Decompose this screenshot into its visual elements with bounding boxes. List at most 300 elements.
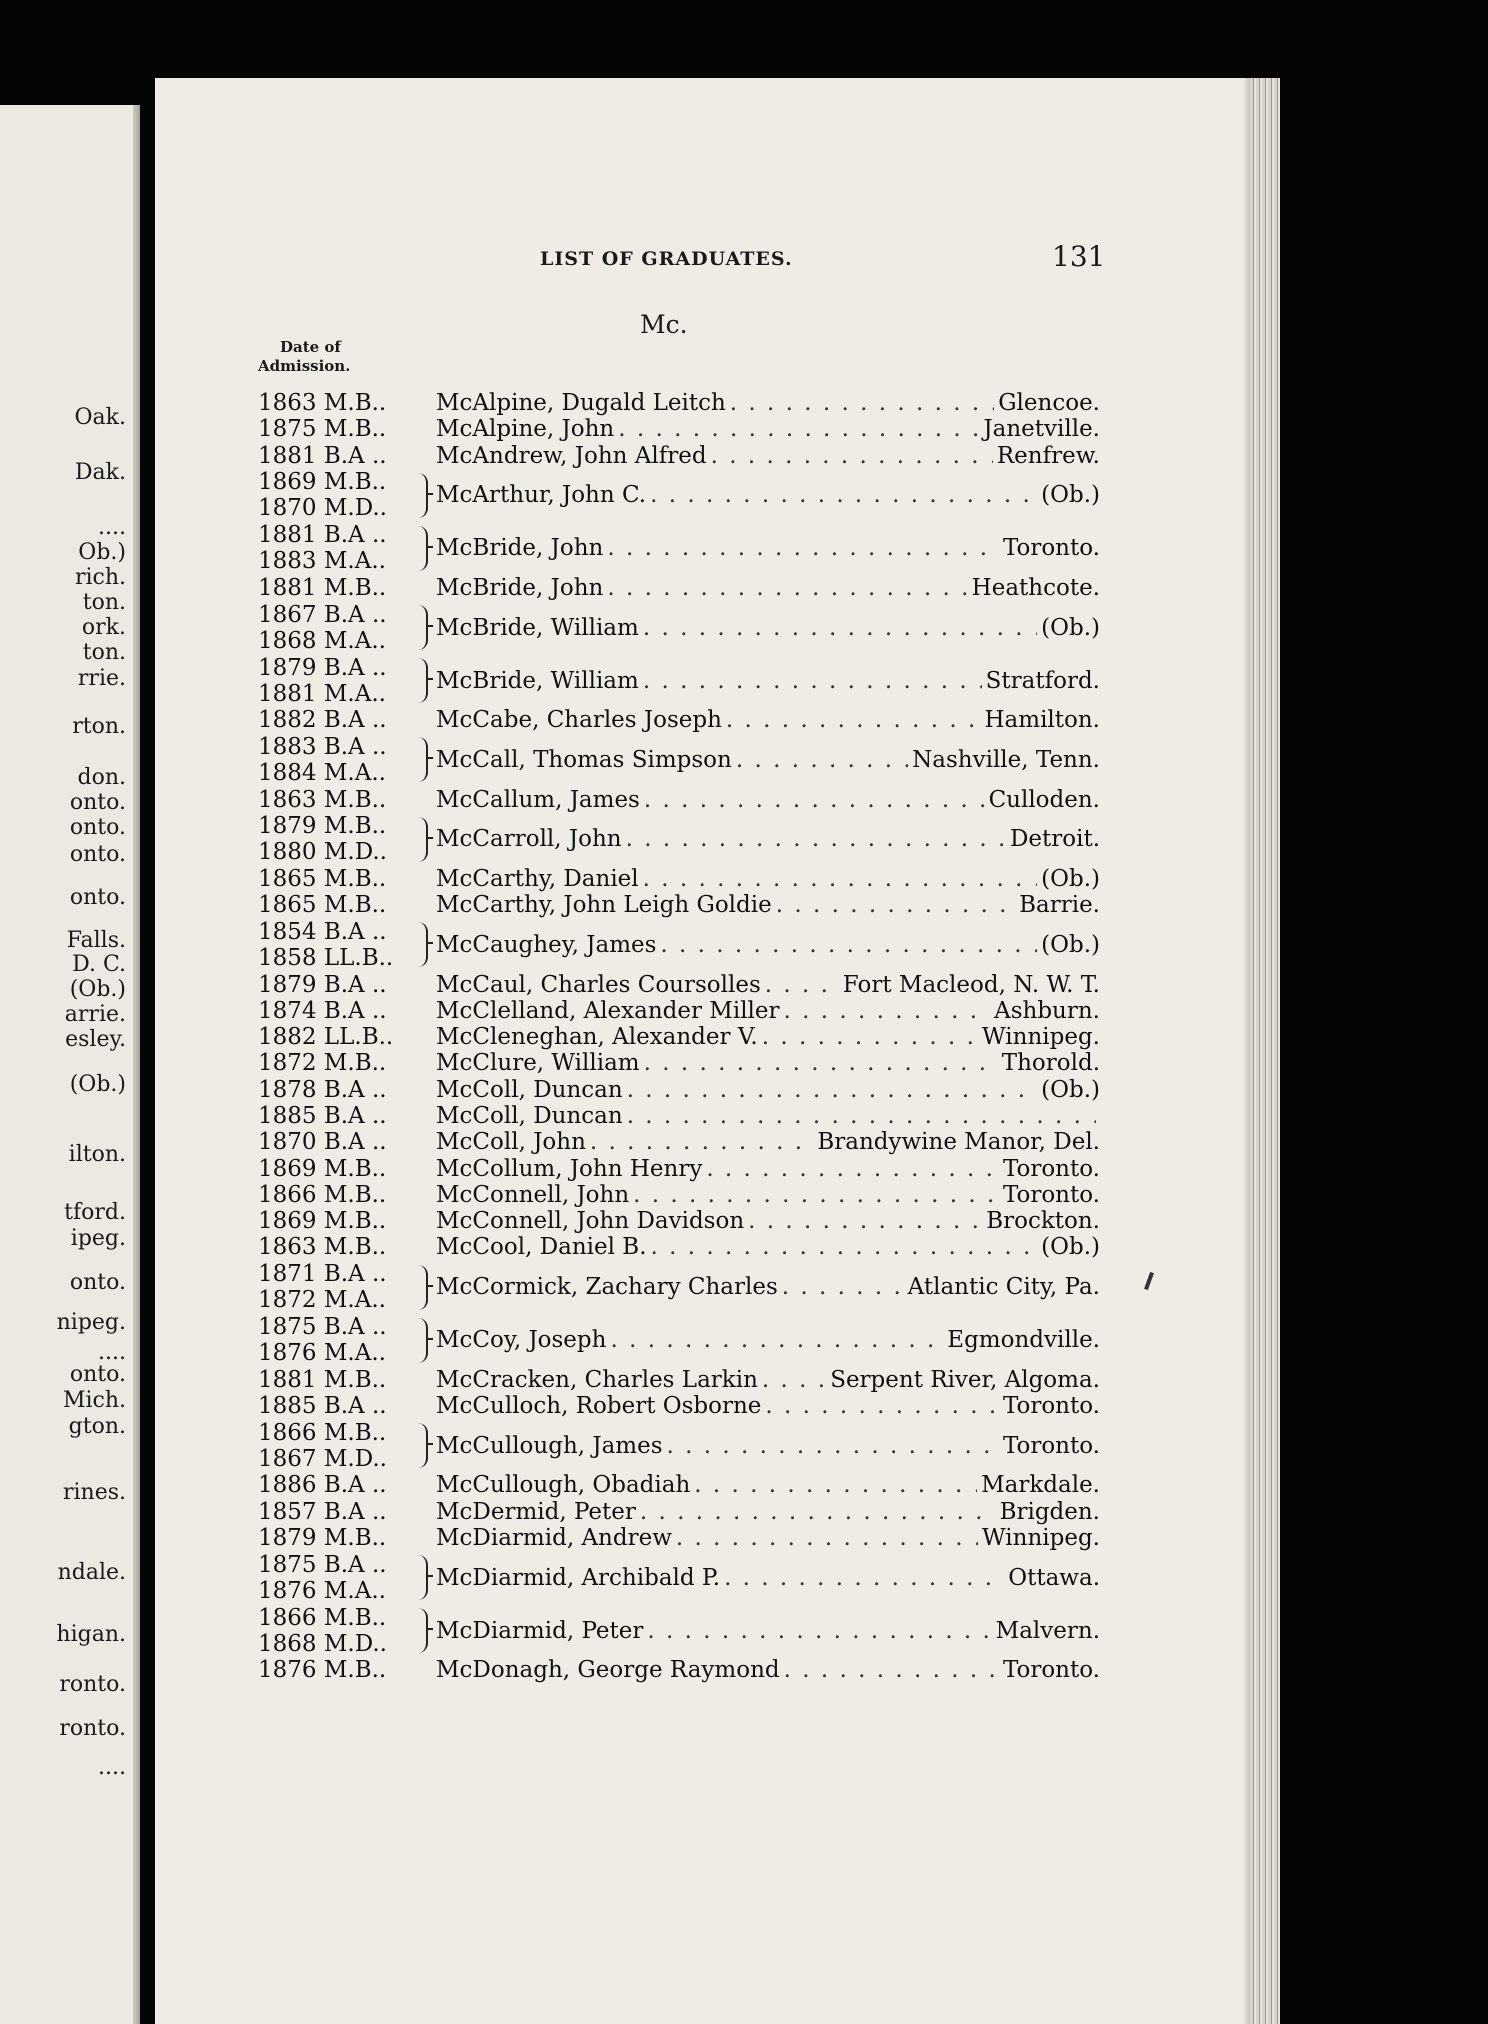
facing-page-line: ork. (81, 615, 126, 640)
admission-date: 1881 M.A.. (258, 680, 386, 707)
graduate-name: McConnell, John (436, 1181, 630, 1208)
graduate-name: McCullough, James (436, 1432, 663, 1459)
page-number: 131 (1052, 240, 1106, 273)
graduate-entry (258, 1499, 1100, 1525)
brace-mark (418, 1608, 428, 1653)
name-and-residence (436, 1103, 1100, 1129)
graduate-name: McCaul, Charles Coursolles (436, 971, 761, 998)
graduate-name: McColl, Duncan (436, 1076, 623, 1103)
leader-dots (618, 416, 979, 442)
admission-dates (258, 469, 428, 521)
residence: Winnipeg. (982, 1524, 1100, 1551)
admission-dates (258, 892, 428, 918)
residence: Brandywine Manor, Del. (817, 1129, 1100, 1156)
admission-date: 1883 B.A .. (258, 733, 387, 760)
residence: Toronto. (1002, 1432, 1100, 1459)
facing-page-line: esley. (65, 1027, 126, 1052)
residence: Barrie. (1019, 892, 1100, 919)
residence: (Ob.) (1041, 865, 1100, 892)
leader-dots (762, 1024, 978, 1050)
residence: (Ob.) (1041, 1076, 1100, 1103)
admission-date: 1857 B.A .. (258, 1498, 387, 1525)
admission-dates (258, 1129, 428, 1155)
facing-page-line: Ob.) (78, 540, 126, 565)
admission-date: 1886 B.A .. (258, 1472, 387, 1499)
leader-dots (784, 1657, 999, 1683)
leader-dots (650, 482, 1037, 508)
admission-dates (258, 1657, 428, 1683)
residence: Egmondville. (947, 1327, 1100, 1354)
section-heading: Mc. (640, 310, 688, 339)
graduate-name: McBride, William (436, 667, 639, 694)
admission-date: 1885 B.A .. (258, 1393, 387, 1420)
graduate-name: McCall, Thomas Simpson (436, 746, 732, 773)
admission-date: 1882 LL.B.. (258, 1024, 394, 1051)
name-and-residence (436, 1274, 1100, 1300)
graduate-entry (258, 575, 1100, 601)
graduate-name: McColl, Duncan (436, 1103, 623, 1129)
name-and-residence (436, 1525, 1100, 1551)
facing-page-line: ilton. (68, 1142, 126, 1167)
residence: Malvern. (995, 1617, 1100, 1644)
leader-dots (776, 892, 1015, 918)
facing-page-line: Oak. (74, 405, 126, 430)
brace-mark (418, 1423, 428, 1468)
name-and-residence (436, 892, 1100, 918)
facing-page-line: don. (77, 765, 126, 790)
admission-date: 1868 M.A.. (258, 627, 386, 654)
facing-page-line: Dak. (74, 460, 126, 485)
graduate-name: McBride, John (436, 535, 604, 562)
admission-date: 1863 M.B.. (258, 1234, 387, 1261)
name-and-residence (436, 998, 1100, 1024)
facing-page-line: ndale. (57, 1560, 126, 1585)
graduate-name: McCormick, Zachary Charles (436, 1274, 778, 1301)
leader-dots (644, 1050, 998, 1076)
name-and-residence (436, 1565, 1100, 1591)
brace-mark (418, 737, 428, 782)
leader-dots (784, 998, 991, 1024)
admission-date: 1875 B.A .. (258, 1314, 387, 1341)
name-and-residence (436, 535, 1100, 561)
name-and-residence (436, 1182, 1100, 1208)
admission-dates (258, 1420, 428, 1472)
facing-page-line: higan. (56, 1622, 126, 1647)
residence: Toronto. (1002, 1155, 1100, 1182)
name-and-residence (436, 1367, 1100, 1393)
admission-date: 1869 M.B.. (258, 1155, 387, 1182)
graduate-name: McCool, Daniel B. (436, 1234, 647, 1261)
name-and-residence (436, 1657, 1100, 1683)
admission-dates (258, 707, 428, 733)
residence: Toronto. (1002, 1657, 1100, 1684)
name-and-residence (436, 1208, 1100, 1234)
admission-dates (258, 522, 428, 574)
graduate-entry (258, 469, 1100, 522)
admission-date: 1881 B.A .. (258, 522, 387, 549)
graduate-name: McCarroll, John (436, 826, 622, 853)
admission-date: 1866 M.B.. (258, 1604, 387, 1631)
graduate-entry (258, 1604, 1100, 1657)
admission-dates (258, 919, 428, 971)
name-and-residence (436, 668, 1100, 694)
leader-dots (651, 1234, 1038, 1260)
facing-page-line: (Ob.) (69, 977, 126, 1002)
admission-date: 1870 M.D.. (258, 495, 387, 522)
graduate-name: McCabe, Charles Joseph (436, 707, 722, 734)
admission-date: 1854 B.A .. (258, 918, 387, 945)
admission-date: 1867 M.D.. (258, 1445, 387, 1472)
brace-mark (418, 922, 428, 967)
admission-date: 1879 M.B.. (258, 1524, 387, 1551)
residence: Markdale. (981, 1472, 1100, 1499)
residence: Winnipeg. (982, 1024, 1100, 1051)
admission-dates (258, 1050, 428, 1076)
facing-page-edge (133, 105, 140, 2024)
name-and-residence (436, 1050, 1100, 1076)
facing-page-line: ronto. (59, 1672, 126, 1697)
admission-date: 1866 M.B.. (258, 1419, 387, 1446)
brace-mark (418, 605, 428, 650)
residence: Detroit. (1009, 826, 1100, 853)
admission-date: 1879 M.B.. (258, 813, 387, 840)
admission-date: 1882 B.A .. (258, 707, 387, 734)
leader-dots (640, 1499, 996, 1525)
admission-dates (258, 390, 428, 416)
residence: (Ob.) (1041, 931, 1100, 958)
admission-dates (258, 416, 428, 442)
graduate-entry (258, 707, 1100, 733)
graduate-name: McDermid, Peter (436, 1498, 636, 1525)
admission-dates (258, 1234, 428, 1260)
admission-dates (258, 1077, 428, 1103)
admission-dates (258, 575, 428, 601)
admission-date: 1879 B.A .. (258, 971, 387, 998)
facing-page-line: rrie. (77, 666, 126, 691)
residence: Stratford. (985, 667, 1100, 694)
admission-dates (258, 972, 428, 998)
admission-date: 1869 M.B.. (258, 469, 387, 496)
leader-dots (711, 443, 993, 469)
admission-dates (258, 1156, 428, 1182)
graduate-name: McAlpine, Dugald Leitch (436, 390, 726, 417)
graduate-entry (258, 998, 1100, 1024)
name-and-residence (436, 1499, 1100, 1525)
name-and-residence (436, 747, 1100, 773)
graduate-entry (258, 1472, 1100, 1498)
residence: Nashville, Tenn. (912, 746, 1100, 773)
leader-dots (762, 1367, 826, 1393)
graduate-entry (258, 1393, 1100, 1419)
leader-dots (765, 1393, 999, 1419)
residence: (Ob.) (1041, 614, 1100, 641)
admission-dates (258, 1103, 428, 1129)
leader-dots (607, 535, 999, 561)
residence: (Ob.) (1041, 482, 1100, 509)
name-and-residence (436, 443, 1100, 469)
page-stack-edge (1250, 78, 1280, 2024)
graduate-name: McConnell, John Davidson (436, 1208, 745, 1235)
admission-date: 1874 B.A .. (258, 997, 387, 1024)
admission-dates (258, 866, 428, 892)
leader-dots (676, 1525, 978, 1551)
facing-page-line: gton. (68, 1414, 126, 1439)
leader-dots (610, 1327, 943, 1353)
graduate-entry (258, 892, 1100, 918)
facing-page-line: ton. (82, 590, 126, 615)
name-and-residence (436, 972, 1100, 998)
admission-date: 1872 M.B.. (258, 1050, 387, 1077)
admission-dates (258, 813, 428, 865)
column-header-line: Date of (280, 338, 341, 356)
name-and-residence (436, 1618, 1100, 1644)
facing-page-line: .... (98, 1340, 126, 1365)
leader-dots (724, 1565, 1004, 1591)
name-and-residence (436, 1024, 1100, 1050)
admission-date: 1884 M.A.. (258, 759, 386, 786)
admission-date: 1868 M.D.. (258, 1630, 387, 1657)
facing-page-line: arrie. (64, 1002, 126, 1027)
graduate-name: McDiarmid, Andrew (436, 1524, 672, 1551)
admission-dates (258, 1314, 428, 1366)
leader-dots (644, 787, 985, 813)
leader-dots (626, 826, 1006, 852)
admission-dates (258, 1393, 428, 1419)
admission-date: 1875 M.B.. (258, 416, 387, 443)
column-header-line: Admission. (258, 357, 351, 375)
admission-date: 1876 M.A.. (258, 1340, 386, 1367)
graduate-entry (258, 1234, 1100, 1260)
residence: Toronto. (1002, 535, 1100, 562)
admission-date: 1879 B.A .. (258, 654, 387, 681)
leader-dots (643, 866, 1038, 892)
brace-mark (418, 1265, 428, 1310)
graduate-name: McBride, John (436, 575, 604, 602)
facing-page-line: onto. (69, 1270, 126, 1295)
facing-page-line: ipeg. (70, 1226, 126, 1251)
graduate-entry (258, 1657, 1100, 1683)
brace-mark (418, 817, 428, 862)
facing-page-line: .... (98, 1755, 126, 1780)
admission-dates (258, 734, 428, 786)
graduate-list (258, 390, 1100, 1683)
graduate-name: McCarthy, Daniel (436, 865, 639, 892)
leader-dots (694, 1472, 977, 1498)
residence: Glencoe. (998, 390, 1100, 417)
admission-dates (258, 998, 428, 1024)
brace-mark (418, 1555, 428, 1600)
admission-date: 1881 M.B.. (258, 575, 387, 602)
admission-dates (258, 1208, 428, 1234)
facing-page-line: tford. (64, 1200, 126, 1225)
name-and-residence (436, 482, 1100, 508)
graduate-entry (258, 1261, 1100, 1314)
graduate-entry (258, 1182, 1100, 1208)
name-and-residence (436, 416, 1100, 442)
residence: Hamilton. (984, 707, 1100, 734)
graduate-name: McDiarmid, Peter (436, 1617, 644, 1644)
admission-date: 1870 B.A .. (258, 1129, 387, 1156)
graduate-entry (258, 443, 1100, 469)
name-and-residence (436, 615, 1100, 641)
graduate-name: McAndrew, John Alfred (436, 442, 707, 469)
facing-page-line: Falls. (66, 928, 126, 953)
facing-page-line: (Ob.) (69, 1072, 126, 1097)
leader-dots (627, 1077, 1037, 1103)
leader-dots (643, 668, 982, 694)
residence: Toronto. (1002, 1181, 1100, 1208)
admission-date: 1876 M.B.. (258, 1657, 387, 1684)
facing-page-line: nipeg. (56, 1310, 126, 1335)
graduate-name: McCoy, Joseph (436, 1327, 607, 1354)
graduate-entry (258, 1155, 1100, 1181)
residence: Janetville. (983, 416, 1100, 443)
graduate-entry (258, 1525, 1100, 1551)
facing-page-line: Mich. (62, 1388, 126, 1413)
graduate-entry (258, 390, 1100, 416)
graduate-name: McArthur, John C. (436, 482, 647, 509)
graduate-name: McColl, John (436, 1129, 586, 1156)
residence: Heathcote. (971, 575, 1100, 602)
admission-dates (258, 1182, 428, 1208)
residence: Serpent River, Algoma. (830, 1366, 1100, 1393)
graduate-entry (258, 522, 1100, 575)
facing-page-line: onto. (69, 1362, 126, 1387)
admission-dates (258, 1525, 428, 1551)
facing-page-line: onto. (69, 790, 126, 815)
residence: (Ob.) (1041, 1234, 1100, 1261)
graduate-entry (258, 1050, 1100, 1076)
admission-date: 1881 B.A .. (258, 442, 387, 469)
facing-page-line: onto. (69, 885, 126, 910)
admission-dates (258, 1552, 428, 1604)
admission-dates (258, 443, 428, 469)
admission-dates (258, 1605, 428, 1657)
admission-date: 1858 LL.B.. (258, 944, 394, 971)
residence: Ottawa. (1008, 1564, 1100, 1591)
graduate-name: McAlpine, John (436, 416, 615, 443)
admission-date: 1881 M.B.. (258, 1366, 387, 1393)
name-and-residence (436, 1234, 1100, 1260)
admission-date: 1869 M.B.. (258, 1208, 387, 1235)
graduate-name: McCallum, James (436, 786, 640, 813)
admission-date: 1863 M.B.. (258, 786, 387, 813)
facing-page-fragment (0, 105, 140, 2024)
name-and-residence (436, 1156, 1100, 1182)
admission-dates (258, 1472, 428, 1498)
facing-page-line: rich. (74, 565, 126, 590)
brace-mark (418, 658, 428, 703)
graduate-name: McCollum, John Henry (436, 1155, 703, 1182)
graduate-entry (258, 918, 1100, 971)
graduate-name: McDonagh, George Raymond (436, 1657, 780, 1684)
name-and-residence (436, 707, 1100, 733)
graduate-entry (258, 866, 1100, 892)
residence: Renfrew. (996, 442, 1100, 469)
residence: Culloden. (988, 786, 1100, 813)
leader-dots (633, 1182, 999, 1208)
name-and-residence (436, 1393, 1100, 1419)
graduate-entry (258, 1314, 1100, 1367)
graduate-name: McCarthy, John Leigh Goldie (436, 892, 772, 919)
residence: Brockton. (986, 1208, 1100, 1235)
admission-date: 1878 B.A .. (258, 1076, 387, 1103)
admission-date: 1865 M.B.. (258, 865, 387, 892)
admission-date: 1876 M.A.. (258, 1577, 386, 1604)
graduate-entry (258, 1024, 1100, 1050)
leader-dots (736, 747, 908, 773)
leader-dots (660, 932, 1037, 958)
leader-dots (590, 1129, 813, 1155)
graduate-entry (258, 1551, 1100, 1604)
admission-date: 1867 B.A .. (258, 601, 387, 628)
residence: Fort Macleod, N. W. T. (842, 971, 1100, 998)
residence: Ashburn. (994, 997, 1100, 1024)
graduate-entry (258, 1129, 1100, 1155)
name-and-residence (436, 1433, 1100, 1459)
graduate-entry (258, 1419, 1100, 1472)
leader-dots (706, 1156, 999, 1182)
leader-dots (643, 615, 1037, 641)
graduate-name: McCaughey, James (436, 931, 657, 958)
running-head: LIST OF GRADUATES. (540, 248, 793, 270)
graduate-entry (258, 416, 1100, 442)
residence: Thorold. (1001, 1050, 1100, 1077)
graduate-name: McCracken, Charles Larkin (436, 1366, 758, 1393)
leader-dots (726, 707, 981, 733)
admission-date: 1885 B.A .. (258, 1103, 387, 1129)
admission-dates (258, 1024, 428, 1050)
admission-date: 1880 M.D.. (258, 839, 387, 866)
name-and-residence (436, 575, 1100, 601)
graduate-entry (258, 733, 1100, 786)
name-and-residence (436, 390, 1100, 416)
graduate-name: McCullough, Obadiah (436, 1472, 691, 1499)
graduate-entry (258, 813, 1100, 866)
name-and-residence (436, 932, 1100, 958)
residence: Toronto. (1002, 1393, 1100, 1420)
admission-dates (258, 655, 428, 707)
graduate-entry (258, 1103, 1100, 1129)
graduate-name: McClure, William (436, 1050, 640, 1077)
admission-date: 1871 B.A .. (258, 1261, 387, 1288)
graduate-entry (258, 1367, 1100, 1393)
facing-page-line: rton. (72, 714, 126, 739)
graduate-name: McCulloch, Robert Osborne (436, 1393, 762, 1420)
name-and-residence (436, 787, 1100, 813)
leader-dots (765, 972, 839, 998)
admission-date: 1865 M.B.. (258, 892, 387, 919)
admission-date: 1883 M.A.. (258, 548, 386, 575)
admission-date: 1866 M.B.. (258, 1181, 387, 1208)
admission-dates (258, 1499, 428, 1525)
graduate-entry (258, 786, 1100, 812)
brace-mark (418, 526, 428, 571)
graduate-entry (258, 654, 1100, 707)
admission-dates (258, 787, 428, 813)
graduate-entry (258, 601, 1100, 654)
facing-page-line: ton. (82, 640, 126, 665)
admission-dates (258, 602, 428, 654)
leader-dots (730, 390, 994, 416)
residence: Atlantic City, Pa. (907, 1274, 1100, 1301)
admission-date: 1872 M.A.. (258, 1287, 386, 1314)
leader-dots (607, 575, 967, 601)
column-header (258, 338, 350, 376)
facing-page-line: rines. (62, 1480, 126, 1505)
admission-dates (258, 1261, 428, 1313)
graduate-entry (258, 971, 1100, 997)
